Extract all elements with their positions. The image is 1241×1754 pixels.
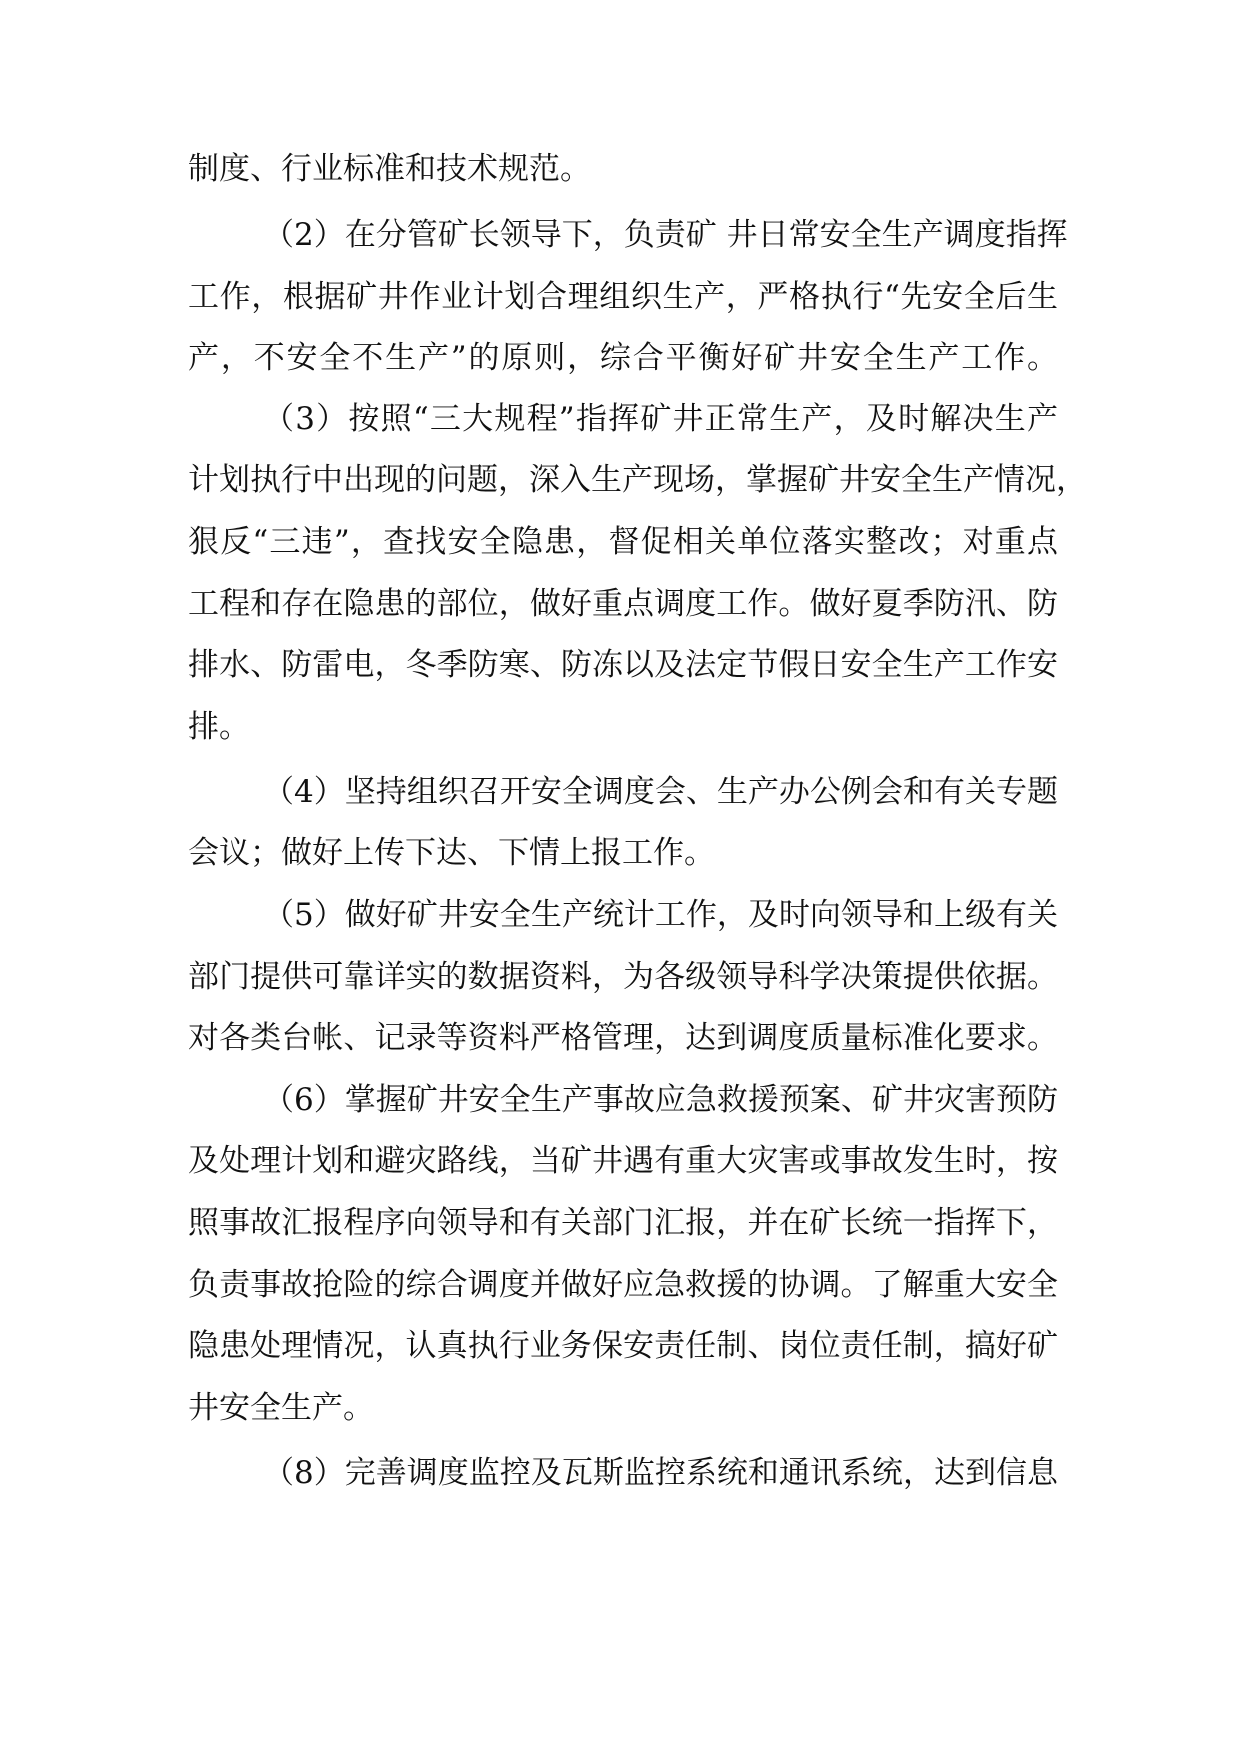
text-line-12: 会议；做好上传下达、下情上报工作。 [188,835,715,871]
text-line-22: （8）完善调度监控及瓦斯监控系统和通讯系统，达到信息 [263,1455,1058,1491]
text-line-4: 产，不安全不生产”的原则，综合平衡好矿井安全生产工作。 [188,340,1058,376]
text-line-19: 负责事故抢险的综合调度并做好应急救援的协调。了解重大安全 [188,1267,1058,1303]
text-line-3: 工作，根据矿井作业计划合理组织生产，严格执行“先安全后生 [188,279,1058,315]
text-line-16: （6）掌握矿井安全生产事故应急救援预案、矿井灾害预防 [263,1082,1058,1118]
text-line-17: 及处理计划和避灾路线，当矿井遇有重大灾害或事故发生时，按 [188,1143,1058,1179]
text-line-18: 照事故汇报程序向领导和有关部门汇报，并在矿长统一指挥下， [188,1205,1058,1241]
text-line-11: （4）坚持组织召开安全调度会、生产办公例会和有关专题 [263,774,1058,810]
text-line-2: （2）在分管矿长领导下，负责矿 井日常安全生产调度指挥 [263,217,1068,253]
text-line-6: 计划执行中出现的问题，深入生产现场，掌握矿井安全生产情况， [188,462,1087,498]
text-line-8: 工程和存在隐患的部位，做好重点调度工作。做好夏季防汛、防 [188,586,1058,622]
text-line-15: 对各类台帐、记录等资料严格管理，达到调度质量标准化要求。 [188,1020,1058,1056]
text-line-9: 排水、防雷电，冬季防寒、防冻以及法定节假日安全生产工作安 [188,647,1058,683]
text-line-1: 制度、行业标准和技术规范。 [188,151,591,187]
text-line-7: 狠反“三违”，查找安全隐患，督促相关单位落实整改；对重点 [188,524,1058,560]
text-line-13: （5）做好矿井安全生产统计工作，及时向领导和上级有关 [263,897,1058,933]
text-line-21: 井安全生产。 [188,1390,374,1426]
text-line-5: （3）按照“三大规程”指挥矿井正常生产，及时解决生产 [263,401,1058,437]
text-line-14: 部门提供可靠详实的数据资料，为各级领导科学决策提供依据。 [188,959,1058,995]
text-line-10: 排。 [188,709,250,745]
text-line-20: 隐患处理情况，认真执行业务保安责任制、岗位责任制，搞好矿 [188,1328,1058,1364]
